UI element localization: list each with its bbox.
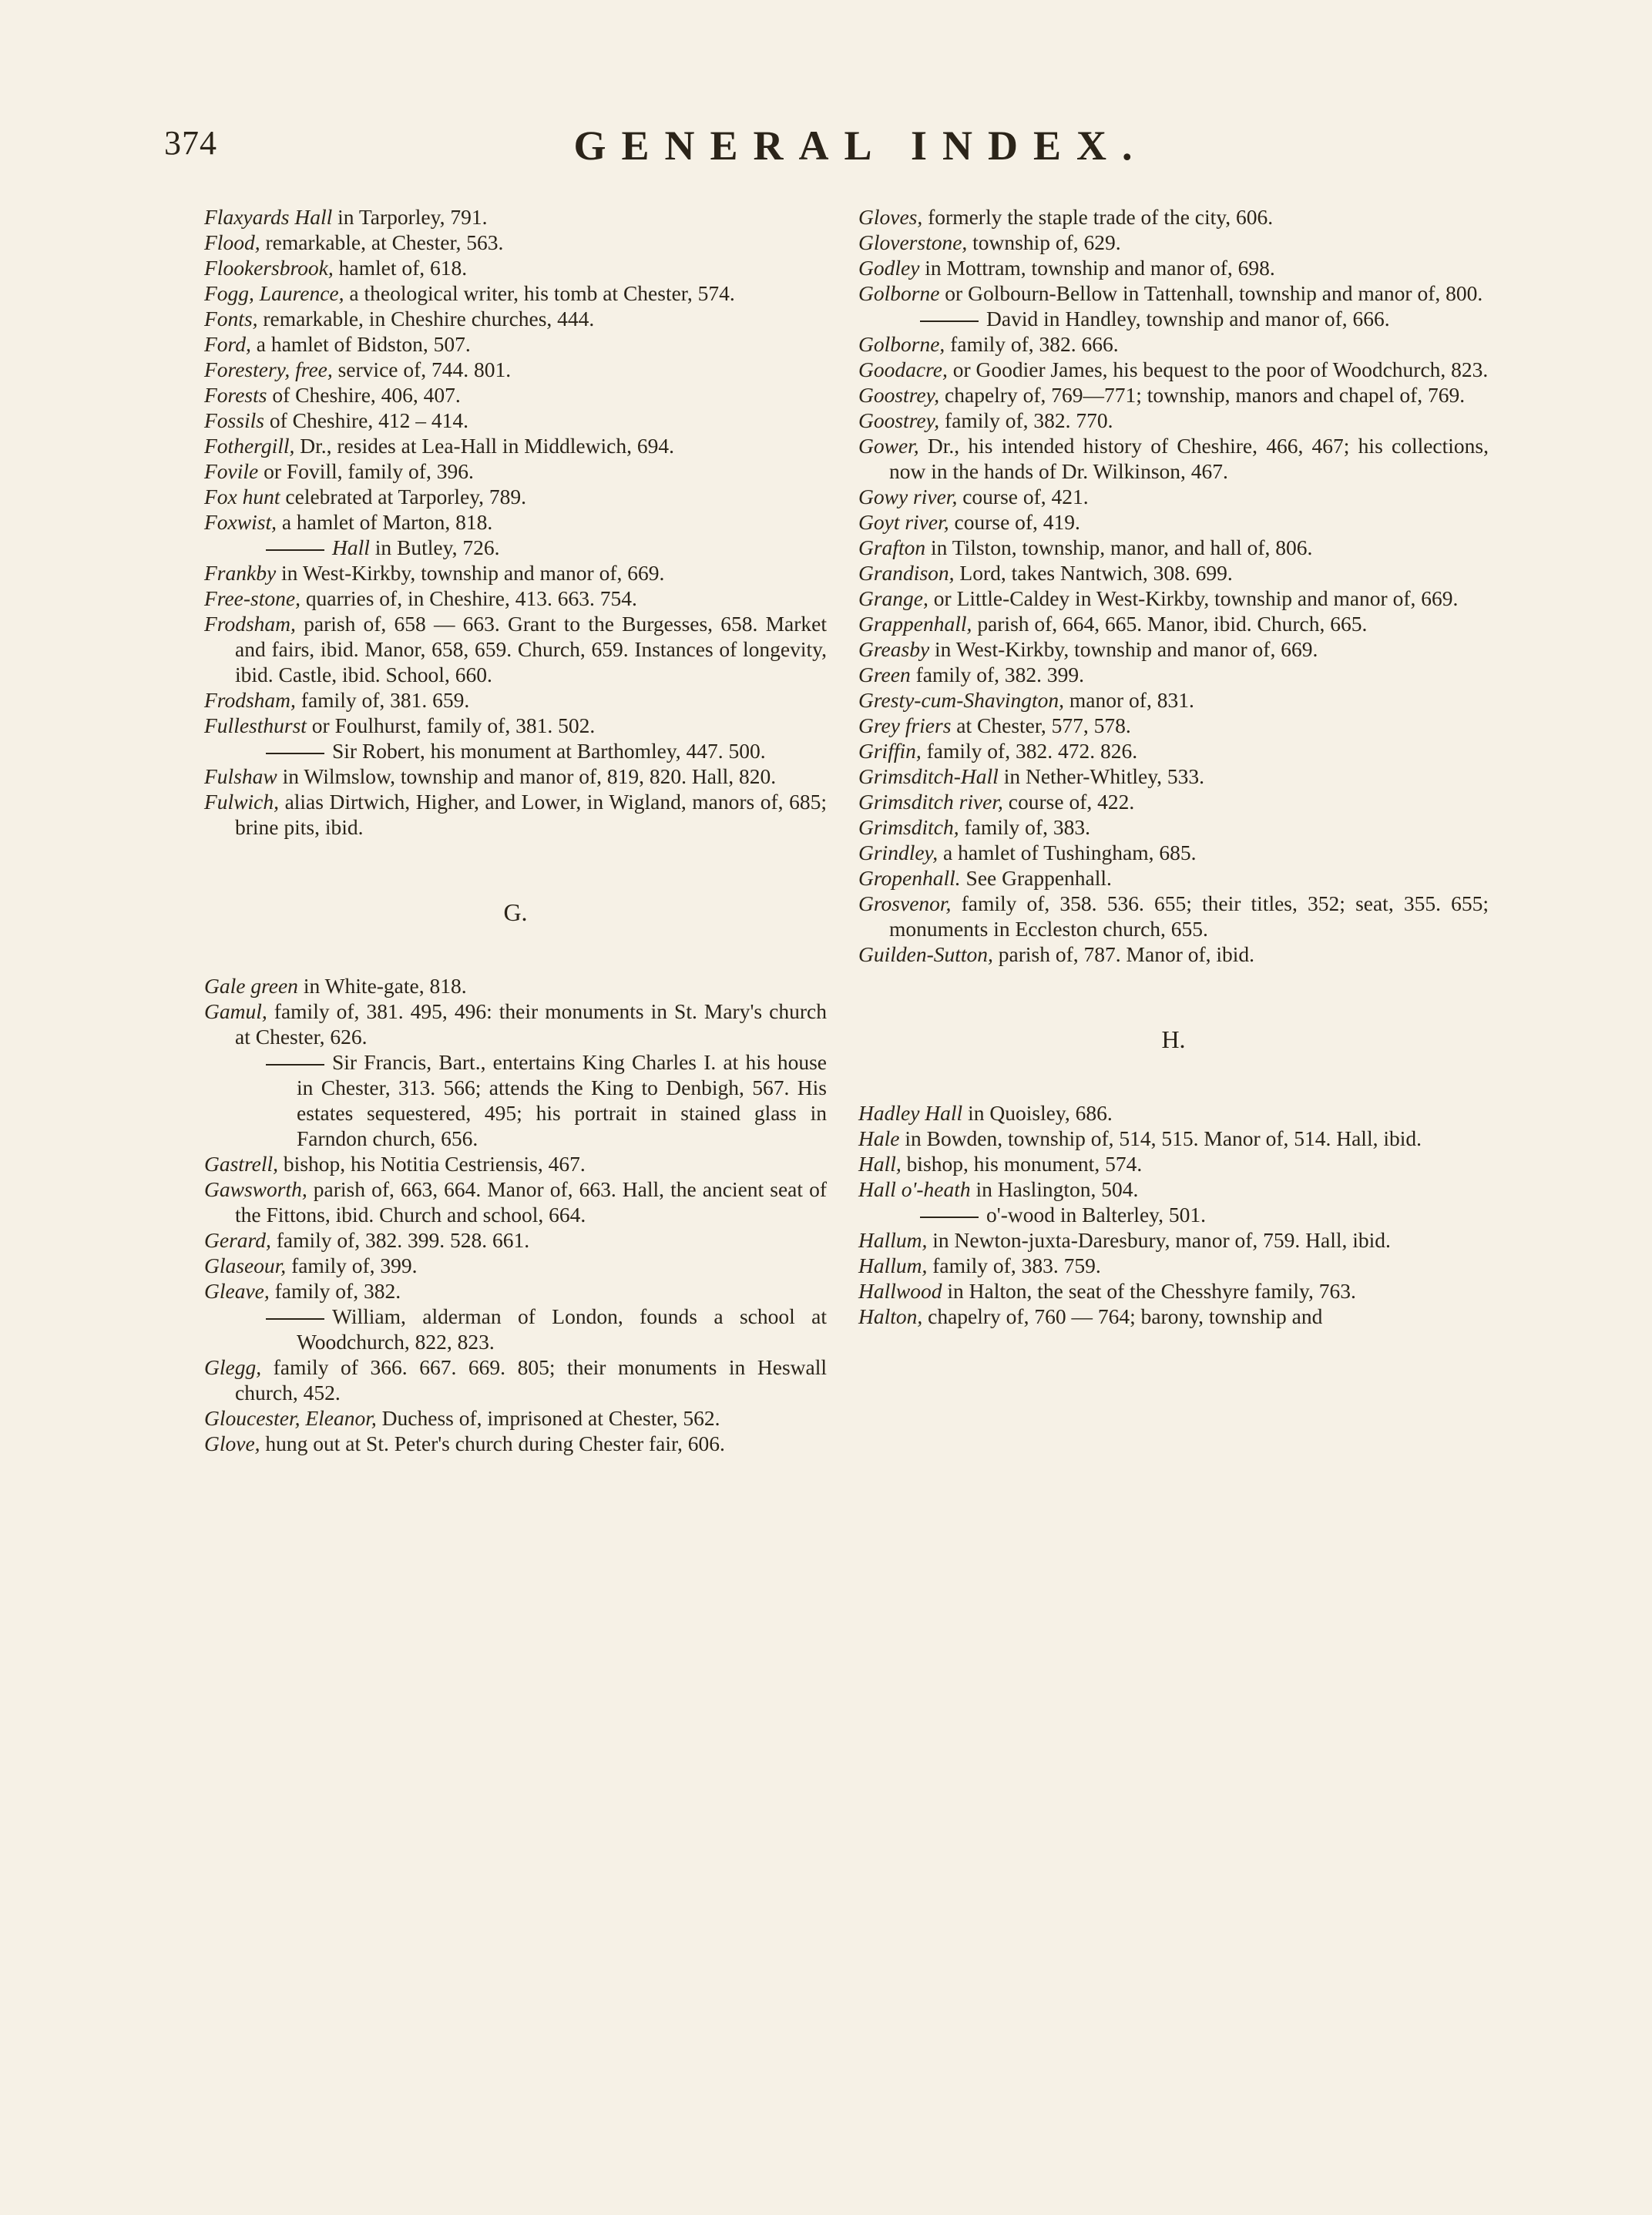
entry-term: Forestery, free, xyxy=(204,357,333,381)
entry-text: family of, 382. 399. xyxy=(910,663,1085,686)
ditto-dash xyxy=(266,549,324,551)
entry-text: in West-Kirkby, township and manor of, 669. xyxy=(929,637,1318,661)
entry-term: Griffin, xyxy=(858,739,922,763)
index-entry xyxy=(858,789,1489,814)
entry-term: Glove, xyxy=(204,1431,260,1455)
entry-term: Grindley, xyxy=(858,841,938,864)
entry-term: Gale green xyxy=(204,974,298,998)
section-heading-h: H. xyxy=(1161,1025,1186,1053)
entry-text: a hamlet of Tushingham, 685. xyxy=(938,841,1197,864)
ditto-dash xyxy=(266,1064,324,1066)
entry-text: in Tilston, township, manor, and hall of, 806. xyxy=(925,535,1313,559)
entry-term: Gowy river, xyxy=(858,485,958,508)
entry-text: family of, 382. 770. xyxy=(939,408,1113,432)
entry-term: Golborne, xyxy=(858,332,945,356)
entry-term: Gresty-cum-Shavington, xyxy=(858,688,1065,712)
index-entry xyxy=(858,662,1489,687)
index-entry xyxy=(858,357,1489,382)
entry-text: remarkable, at Chester, 563. xyxy=(260,230,504,254)
left-column xyxy=(204,204,827,1456)
index-entry xyxy=(204,1278,827,1304)
entry-term: Gawsworth, xyxy=(204,1177,307,1201)
entry-text: Dr., resides at Lea-Hall in Middlewich, 694. xyxy=(294,434,674,458)
entry-text: Duchess of, imprisoned at Chester, 562. xyxy=(376,1406,720,1430)
entry-term: Fullesthurst xyxy=(204,713,307,737)
index-entry xyxy=(858,509,1489,535)
entry-text: bishop, his Notitia Cestriensis, 467. xyxy=(278,1152,586,1176)
index-entry xyxy=(204,713,827,738)
page-number: 374 xyxy=(164,124,217,162)
entry-term: Gloucester, Eleanor, xyxy=(204,1406,377,1430)
entry-term: Gloves, xyxy=(858,205,923,229)
index-entry xyxy=(204,1049,827,1151)
ditto-dash xyxy=(266,753,324,754)
entry-term: Grosvenor, xyxy=(858,891,952,915)
entry-text: in Quoisley, 686. xyxy=(962,1101,1113,1125)
entry-text: chapelry of, 769—771; township, manors and chapel of, 769. xyxy=(939,383,1466,407)
entry-text: in Newton-juxta-Daresbury, manor of, 759. Hall, ibid. xyxy=(927,1228,1391,1252)
index-entry xyxy=(858,535,1489,560)
entry-text: a hamlet of Bidston, 507. xyxy=(250,332,471,356)
entry-text: township of, 629. xyxy=(967,230,1121,254)
entry-text: in Halton, the seat of the Chesshyre family, 763. xyxy=(942,1279,1356,1303)
index-entry xyxy=(858,713,1489,738)
entry-term: Gamul, xyxy=(204,999,267,1023)
entry-term: Grimsditch river, xyxy=(858,790,1003,814)
entry-term: Green xyxy=(858,663,911,686)
index-entry xyxy=(858,891,1489,941)
index-entry xyxy=(204,1227,827,1253)
entry-term: Foxwist, xyxy=(204,510,277,534)
entry-text: formerly the staple trade of the city, 606. xyxy=(922,205,1274,229)
entry-text: family of, 383. 759. xyxy=(927,1253,1101,1277)
entry-term: Frodsham, xyxy=(204,688,296,712)
index-entry xyxy=(204,1431,827,1456)
index-entry xyxy=(204,611,827,687)
entry-term: Grimsditch-Hall xyxy=(858,764,999,788)
entry-term: Gerard, xyxy=(204,1228,271,1252)
index-entry xyxy=(858,230,1489,255)
entry-text: family of, 382. 472. 826. xyxy=(921,739,1138,763)
entry-text: Sir Robert, his monument at Barthomley, 447. 500. xyxy=(332,739,766,763)
ditto-dash xyxy=(266,1318,324,1320)
index-entry xyxy=(858,280,1489,306)
entry-text: in West-Kirkby, township and manor of, 669. xyxy=(276,561,665,585)
entry-text: course of, 421. xyxy=(957,485,1089,508)
entry-term: Forests xyxy=(204,383,267,407)
entry-term: Godley xyxy=(858,256,920,280)
entry-text: in Bowden, township of, 514, 515. Manor of, 514. Hall, ibid. xyxy=(899,1126,1422,1150)
index-entry xyxy=(204,509,827,535)
entry-term: Hadley Hall xyxy=(858,1101,963,1125)
index-entry xyxy=(858,636,1489,662)
entry-term: Grafton xyxy=(858,535,926,559)
index-entry xyxy=(858,1176,1489,1202)
index-entry xyxy=(204,204,827,230)
index-entry xyxy=(204,586,827,611)
entry-term: Fonts, xyxy=(204,307,258,331)
entry-text: family of, 381. 495, 496: their monuments in St. Mary's church at Chester, 626. xyxy=(235,999,827,1049)
index-entry xyxy=(204,560,827,586)
entry-term: Hallum, xyxy=(858,1228,928,1252)
entry-term: Hallum, xyxy=(858,1253,928,1277)
entry-text: parish of, 664, 665. Manor, ibid. Church, 665. xyxy=(972,612,1368,636)
entry-term: Greasby xyxy=(858,637,930,661)
entry-term: Fulshaw xyxy=(204,764,277,788)
entry-term: Fox hunt xyxy=(204,485,280,508)
entries-g-continued xyxy=(858,204,1489,967)
entry-text: service of, 744. 801. xyxy=(332,357,512,381)
index-entry xyxy=(204,255,827,280)
index-entry xyxy=(204,306,827,331)
ditto-dash xyxy=(920,1217,979,1218)
index-entry xyxy=(858,941,1489,967)
entry-text: in Wilmslow, township and manor of, 819, 820. Hall, 820. xyxy=(277,764,777,788)
index-entry xyxy=(858,1253,1489,1278)
index-entry xyxy=(204,764,827,789)
entry-text: in Tarporley, 791. xyxy=(332,205,488,229)
index-entry xyxy=(204,535,827,560)
entries-f xyxy=(204,204,827,840)
entry-term: Hallwood xyxy=(858,1279,942,1303)
ditto-dash xyxy=(920,321,979,322)
index-entry xyxy=(858,1126,1489,1151)
index-entry xyxy=(858,484,1489,509)
entry-text: bishop, his monument, 574. xyxy=(901,1152,1143,1176)
entry-term: Frodsham, xyxy=(204,612,296,636)
entry-term: Guilden-Sutton, xyxy=(858,942,993,966)
entry-term: Gower, xyxy=(858,434,919,458)
index-entry xyxy=(858,611,1489,636)
entry-term: Fossils xyxy=(204,408,264,432)
index-entry xyxy=(858,408,1489,433)
entry-text: Dr., his intended history of Cheshire, 466, 467; his collections, now in the hands of Dr. Wilkinson, 467. xyxy=(889,434,1489,483)
entry-term: Flookersbrook, xyxy=(204,256,334,280)
entries-g xyxy=(204,973,827,1456)
entry-text: parish of, 663, 664. Manor of, 663. Hall, the ancient seat of the Fittons, ibid. Church and school, 664. xyxy=(235,1177,827,1227)
index-entry xyxy=(204,1304,827,1354)
entry-term: Gastrell, xyxy=(204,1152,278,1176)
entry-term: Hale xyxy=(858,1126,900,1150)
page-title: GENERAL INDEX. xyxy=(573,122,1148,169)
index-entry xyxy=(204,1354,827,1405)
entry-text: Lord, takes Nantwich, 308. 699. xyxy=(954,561,1233,585)
entry-text: of Cheshire, 406, 407. xyxy=(267,383,461,407)
entry-text: David in Handley, township and manor of, 666. xyxy=(986,307,1390,331)
index-entry xyxy=(858,382,1489,408)
entry-term: Grandison, xyxy=(858,561,955,585)
index-entry xyxy=(858,764,1489,789)
index-entry xyxy=(204,484,827,509)
entry-term: Fothergill, xyxy=(204,434,295,458)
entry-text: family of, 382. 666. xyxy=(945,332,1119,356)
right-column xyxy=(858,204,1489,1329)
entry-text: quarries of, in Cheshire, 413. 663. 754. xyxy=(300,586,637,610)
index-entry xyxy=(204,382,827,408)
index-entry xyxy=(858,1227,1489,1253)
entry-text: or Fovill, family of, 396. xyxy=(258,459,474,483)
entry-term: Flaxyards Hall xyxy=(204,205,333,229)
index-entry xyxy=(204,433,827,458)
index-entry xyxy=(858,1151,1489,1176)
index-entry xyxy=(204,1176,827,1227)
index-entry xyxy=(204,1151,827,1176)
entry-term: Ford, xyxy=(204,332,251,356)
index-entry xyxy=(204,687,827,713)
index-entry xyxy=(858,1202,1489,1227)
entry-term: Glegg, xyxy=(204,1355,262,1379)
entry-text: o'-wood in Balterley, 501. xyxy=(986,1203,1206,1227)
entry-term: Glaseour, xyxy=(204,1253,287,1277)
entry-text: or Little-Caldey in West-Kirkby, township and manor of, 669. xyxy=(928,586,1459,610)
entry-text: of Cheshire, 412 – 414. xyxy=(264,408,468,432)
entry-text: Sir Francis, Bart., entertains King Charles I. at his house in Chester, 313. 566; attends the King to Denbigh, 567. His estates sequestered, 495; his portrait in stained glass in Farndon church, 656. xyxy=(297,1050,827,1150)
entry-text: family of, 358. 536. 655; their titles, 352; seat, 355. 655; monuments in Eccleston church, 655. xyxy=(889,891,1489,941)
entry-text: or Goodier James, his bequest to the poor of Woodchurch, 823. xyxy=(947,357,1489,381)
entry-text: manor of, 831. xyxy=(1064,688,1194,712)
index-entry xyxy=(204,1405,827,1431)
entry-text: celebrated at Tarporley, 789. xyxy=(280,485,527,508)
entry-text: course of, 422. xyxy=(1002,790,1135,814)
entry-text: See Grappenhall. xyxy=(960,866,1112,890)
entry-term: Fovile xyxy=(204,459,259,483)
entry-term: Golborne xyxy=(858,281,940,305)
entry-text: a theological writer, his tomb at Chester, 574. xyxy=(344,281,735,305)
entry-term: Fulwich, xyxy=(204,790,280,814)
entry-text: family of 366. 667. 669. 805; their monuments in Heswall church, 452. xyxy=(235,1355,827,1405)
entry-term: Free-stone, xyxy=(204,586,301,610)
entry-text: family of, 382. 399. 528. 661. xyxy=(270,1228,530,1252)
entry-text: at Chester, 577, 578. xyxy=(951,713,1131,737)
entry-term: Flood, xyxy=(204,230,260,254)
entry-text: hung out at St. Peter's church during Chester fair, 606. xyxy=(260,1431,725,1455)
entry-term: Goostrey, xyxy=(858,408,940,432)
index-entry xyxy=(858,433,1489,484)
entry-term: Grimsditch, xyxy=(858,815,959,839)
index-entry xyxy=(204,230,827,255)
index-entry xyxy=(204,357,827,382)
index-entry xyxy=(204,738,827,764)
entry-term: Grange, xyxy=(858,586,928,610)
entry-text: in Haslington, 504. xyxy=(970,1177,1139,1201)
index-entry xyxy=(858,814,1489,840)
index-entry xyxy=(858,204,1489,230)
entry-term: Frankby xyxy=(204,561,277,585)
entry-text: in Nether-Whitley, 533. xyxy=(998,764,1205,788)
index-entry xyxy=(204,789,827,840)
index-entry xyxy=(858,840,1489,865)
entry-term: Grappenhall, xyxy=(858,612,972,636)
index-entry xyxy=(858,1304,1489,1329)
entry-text: alias Dirtwich, Higher, and Lower, in Wigland, manors of, 685; brine pits, ibid. xyxy=(235,790,827,839)
entry-term: Hall xyxy=(332,535,370,559)
index-entry xyxy=(858,865,1489,891)
entry-term: Hall o'-heath xyxy=(858,1177,971,1201)
entry-term: Fogg, Laurence, xyxy=(204,281,344,305)
entry-text: or Foulhurst, family of, 381. 502. xyxy=(306,713,596,737)
index-entry xyxy=(858,1278,1489,1304)
index-entry xyxy=(858,586,1489,611)
entry-text: in White-gate, 818. xyxy=(297,974,467,998)
entry-term: Grey friers xyxy=(858,713,952,737)
entry-text: William, alderman of London, founds a school at Woodchurch, 822, 823. xyxy=(297,1304,827,1354)
entry-term: Halton, xyxy=(858,1304,923,1328)
entry-text: a hamlet of Marton, 818. xyxy=(276,510,493,534)
entry-text: remarkable, in Cheshire churches, 444. xyxy=(257,307,595,331)
entry-term: Goodacre, xyxy=(858,357,948,381)
index-entry xyxy=(204,998,827,1049)
entry-text: parish of, 658 — 663. Grant to the Burgesses, 658. Market and fairs, ibid. Manor, 658, 659. Church, 659. Instances of longevity, ibid. Castle, ibid. School, 660. xyxy=(235,612,827,686)
entries-h xyxy=(858,1100,1489,1329)
index-entry xyxy=(858,738,1489,764)
entry-text: parish of, 787. Manor of, ibid. xyxy=(992,942,1255,966)
entry-text: in Mottram, township and manor of, 698. xyxy=(919,256,1275,280)
entry-text: course of, 419. xyxy=(949,510,1080,534)
entry-text: family of, 399. xyxy=(286,1253,418,1277)
entry-text: in Butley, 726. xyxy=(369,535,500,559)
entry-term: Gleave, xyxy=(204,1279,270,1303)
index-entry xyxy=(858,306,1489,331)
index-entry xyxy=(858,331,1489,357)
entry-text: family of, 381. 659. xyxy=(295,688,470,712)
index-entry xyxy=(858,560,1489,586)
entry-text: family of, 382. xyxy=(269,1279,401,1303)
entry-text: family of, 383. xyxy=(959,815,1090,839)
entry-text: hamlet of, 618. xyxy=(333,256,468,280)
entry-term: Goostrey, xyxy=(858,383,940,407)
index-entry xyxy=(204,331,827,357)
index-entry xyxy=(204,973,827,998)
entry-term: Gloverstone, xyxy=(858,230,968,254)
entry-text: or Golbourn-Bellow in Tattenhall, township and manor of, 800. xyxy=(939,281,1483,305)
entry-term: Goyt river, xyxy=(858,510,949,534)
index-entry xyxy=(858,1100,1489,1126)
index-entry xyxy=(204,408,827,433)
section-heading-g: G. xyxy=(503,898,528,926)
index-entry xyxy=(858,255,1489,280)
index-entry xyxy=(204,1253,827,1278)
entry-term: Hall, xyxy=(858,1152,902,1176)
index-entry xyxy=(858,687,1489,713)
entry-term: Gropenhall. xyxy=(858,866,961,890)
index-entry xyxy=(204,280,827,306)
entry-text: chapelry of, 760 — 764; barony, township and xyxy=(922,1304,1323,1328)
index-entry xyxy=(204,458,827,484)
